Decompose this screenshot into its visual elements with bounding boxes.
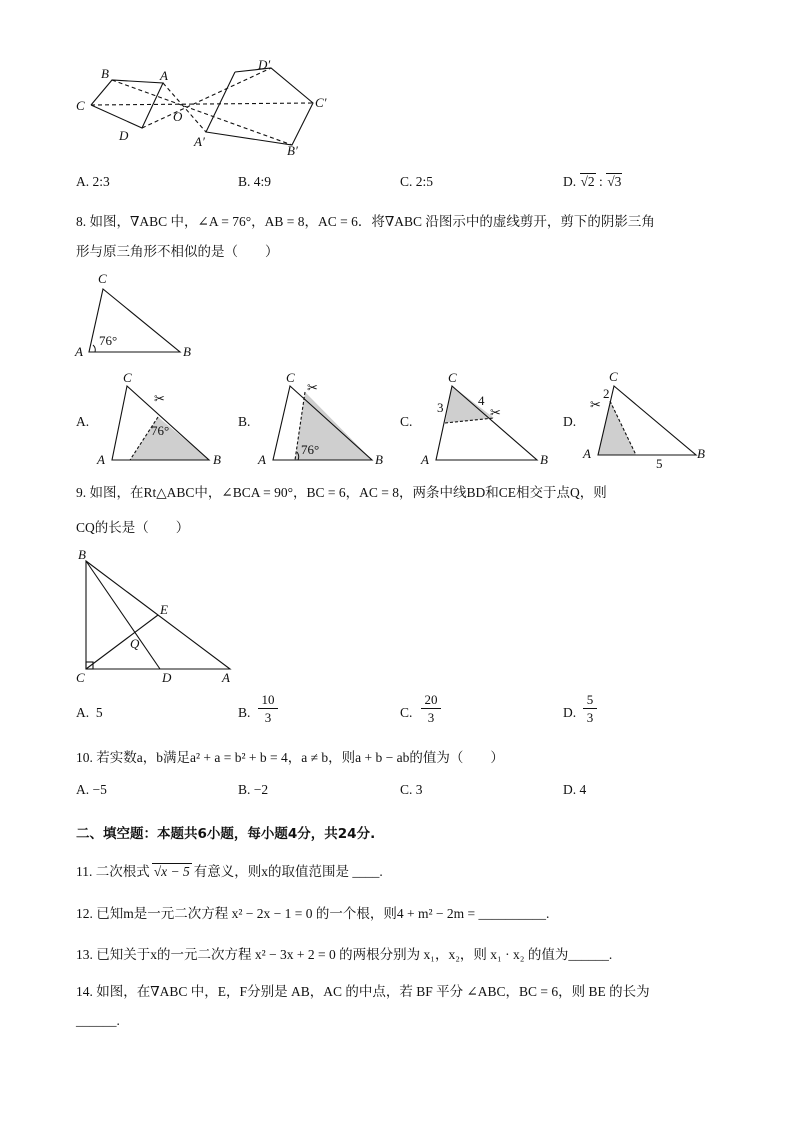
q8-main-label-a: A (75, 344, 83, 359)
q7-label-o: O (173, 109, 183, 124)
q11-stem: 11. 二次根式 √x − 5 有意义，则x的取值范围是 ____. (76, 864, 383, 879)
scissors-icon: ✂ (490, 405, 501, 420)
q8-stem-line1: 8. 如图，∇ABC 中，∠A = 76°，AB = 8，AC = 6．将∇ABC 沿图示中的虚线剪开，剪下的阴影三角 (76, 214, 655, 229)
q7-label-a: A (160, 68, 168, 83)
q7-option-c: C. 2:5 (400, 174, 434, 189)
q12-stem: 12. 已知m是一元二次方程 x² − 2x − 1 = 0 的一个根，则4 + m² − 2m = __________. (76, 906, 550, 921)
q14-stem-line1: 14. 如图，在∇ABC 中，E，F分别是 AB，AC 的中点，若 BF 平分 ∠ABC，BC = 6，则 BE 的长为 (76, 984, 650, 999)
q8-option-a-angle: 76° (151, 423, 170, 438)
q7-label-aprime: A′ (194, 134, 205, 149)
q7-label-c: C (76, 98, 85, 113)
q10-option-b: B. −2 (238, 782, 269, 797)
q8-option-b-label-c: C (286, 370, 295, 385)
q8-option-a-label-b: B (213, 452, 221, 467)
q8-option-a-label-a: A (97, 452, 105, 467)
q8-option-d-letter: D. (563, 414, 577, 429)
section-2-heading: 二、填空题：本题共6小题，每小题4分，共24分. (76, 826, 376, 842)
q9-label-c: C (76, 670, 85, 685)
q9-label-b: B (78, 547, 86, 562)
q8-option-d-label-a: A (583, 446, 591, 461)
q9-option-c-letter: C. (400, 705, 413, 720)
q8-option-c-side-2: 4 (478, 393, 485, 408)
q8-option-d-side-1: 2 (603, 386, 610, 401)
q7-option-d: D. √2 : √3 (563, 174, 622, 189)
q9-stem-line2: CQ的长是（ ） (76, 520, 190, 535)
q9-option-d-fraction: 5 3 (583, 692, 597, 725)
q8-option-c-label-a: A (421, 452, 429, 467)
q7-label-cprime: C′ (315, 95, 327, 110)
q10-stem: 10. 若实数a，b满足a² + a = b² + b = 4，a ≠ b，则a + b − ab的值为（ ） (76, 750, 504, 765)
q8-main-label-b: B (183, 344, 191, 359)
q7-label-b: B (101, 66, 109, 81)
scissors-icon: ✂ (590, 397, 601, 412)
q9-label-e: E (160, 602, 168, 617)
q8-option-d-label-c: C (609, 369, 618, 384)
q9-label-a: A (222, 670, 230, 685)
q7-label-dprime: D′ (258, 57, 271, 72)
q8-option-b-angle: 76° (301, 442, 320, 457)
q9-label-q: Q (130, 636, 140, 651)
q8-main-angle: 76° (99, 333, 118, 348)
q14-stem-line2: ______. (76, 1013, 120, 1028)
q8-option-c-label-b: B (540, 452, 548, 467)
q9-option-b-fraction: 10 3 (258, 692, 278, 725)
q8-option-c-letter: C. (400, 414, 413, 429)
scissors-icon: ✂ (307, 380, 318, 395)
q9-option-c-fraction: 20 3 (421, 692, 441, 725)
q8-option-c-label-c: C (448, 370, 457, 385)
q9-option-a: A. 5 (76, 705, 103, 720)
q8-option-a-letter: A. (76, 414, 90, 429)
q9-option-d-letter: D. (563, 705, 577, 720)
q8-main-label-c: C (98, 271, 107, 286)
scissors-icon: ✂ (154, 391, 165, 406)
q7-option-a: A. 2:3 (76, 174, 110, 189)
q8-option-b-letter: B. (238, 414, 251, 429)
q8-option-b-label-b: B (375, 452, 383, 467)
q10-option-a: A. −5 (76, 782, 107, 797)
q8-stem-line2: 形与原三角形不相似的是（ ） (76, 244, 279, 259)
q8-option-b-label-a: A (258, 452, 266, 467)
q10-option-d: D. 4 (563, 782, 587, 797)
q7-label-bprime: B′ (287, 143, 298, 158)
q9-label-d: D (162, 670, 172, 685)
q13-stem: 13. 已知关于x的一元二次方程 x² − 3x + 2 = 0 的两根分别为 x₁，x₂，则 x₁ · x₂ 的值为______. (76, 947, 613, 962)
q9-option-b-letter: B. (238, 705, 251, 720)
q10-option-c: C. 3 (400, 782, 423, 797)
q7-label-d: D (119, 128, 129, 143)
q8-option-c-side-1: 3 (437, 400, 444, 415)
q7-option-b: B. 4:9 (238, 174, 272, 189)
q8-option-d-label-b: B (697, 446, 705, 461)
q9-stem-line1: 9. 如图，在Rt△ABC中，∠BCA = 90°，BC = 6，AC = 8，两条中线BD和CE相交于点Q，则 (76, 485, 607, 500)
q8-option-d-side-2: 5 (656, 456, 663, 471)
q8-option-a-label-c: C (123, 370, 132, 385)
